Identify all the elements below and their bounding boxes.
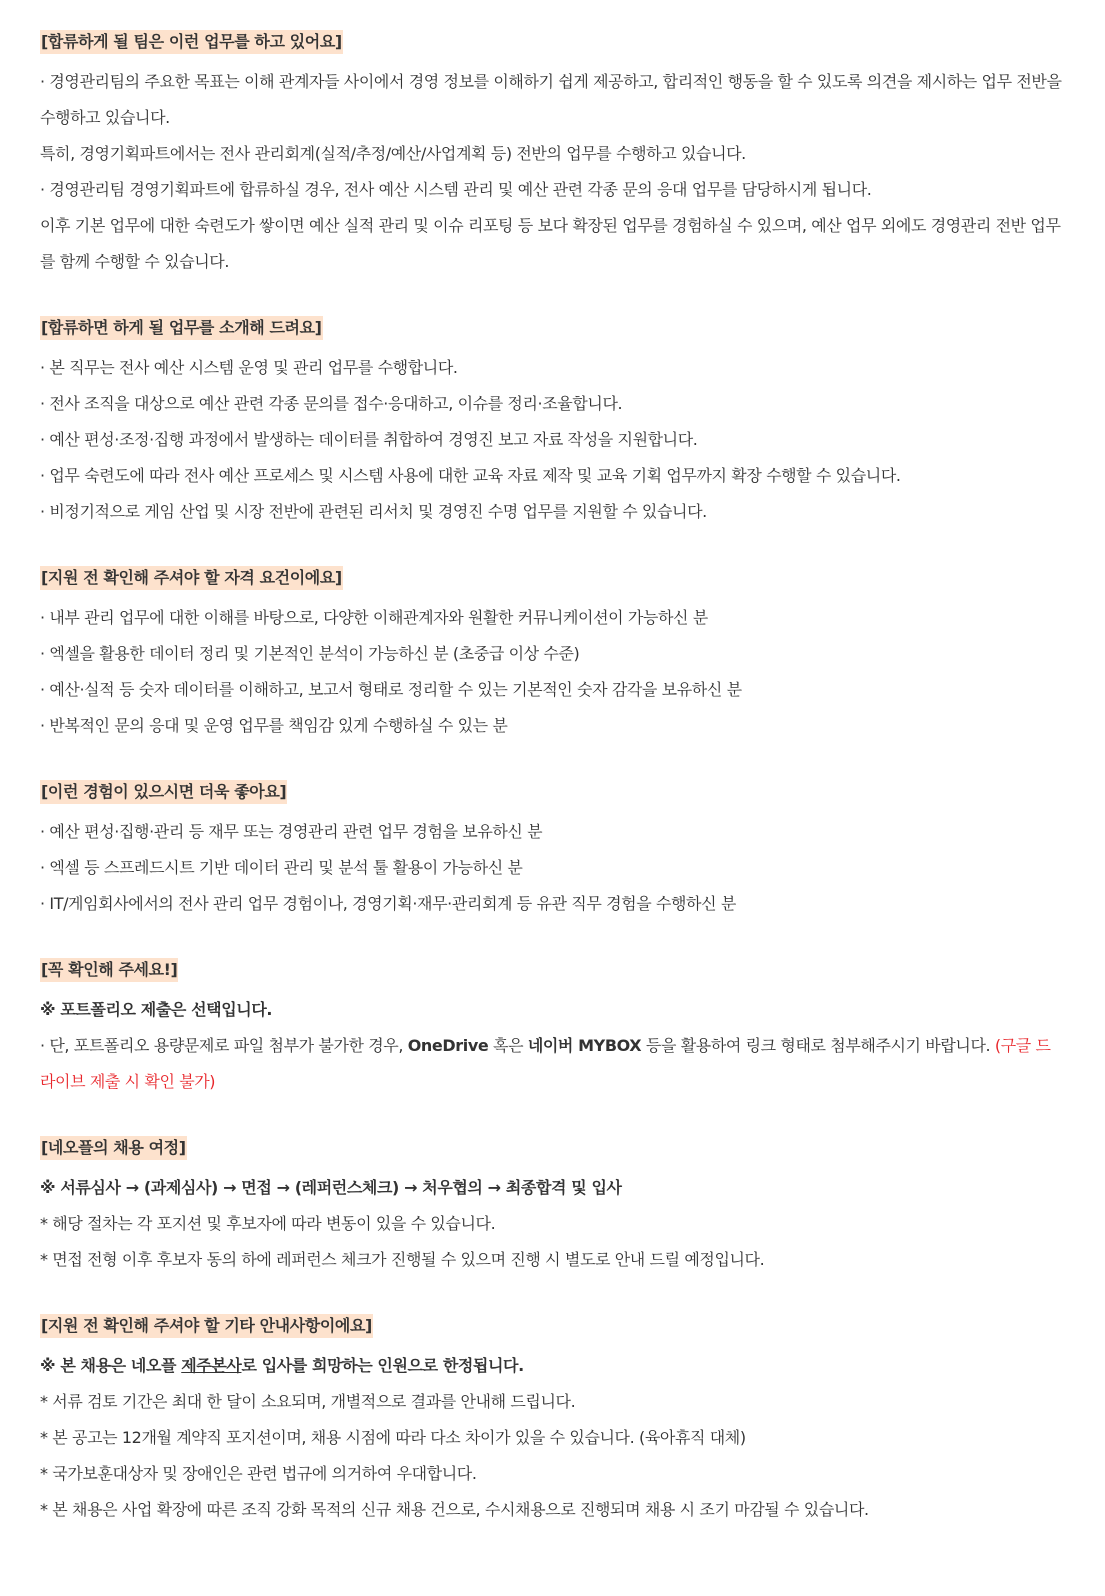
etc-section bbox=[40, 1314, 1065, 1528]
section-heading: [이런 경험이 있으시면 더욱 좋아요] bbox=[40, 780, 287, 804]
text-span: · 단, 포트폴리오 용량문제로 파일 첨부가 불가한 경우, bbox=[40, 1036, 408, 1055]
list-item: · 비정기적으로 게임 산업 및 시장 전반에 관련된 리서치 및 경영진 수명 업무를 지원할 수 있습니다. bbox=[40, 502, 707, 521]
list-item: * 해당 절차는 각 포지션 및 후보자에 따라 변동이 있을 수 있습니다. bbox=[40, 1214, 496, 1233]
section-heading: [지원 전 확인해 주셔야 할 기타 안내사항이에요] bbox=[40, 1314, 373, 1338]
section-heading: [합류하면 하게 될 업무를 소개해 드려요] bbox=[40, 316, 323, 340]
preferred-section bbox=[40, 780, 1065, 922]
list-item: * 본 채용은 사업 확장에 따른 조직 강화 목적의 신규 채용 건으로, 수시채용으로 진행되며 채용 시 조기 마감될 수 있습니다. bbox=[40, 1500, 869, 1519]
mybox-label: 네이버 MYBOX bbox=[527, 1036, 642, 1055]
body-text: · 경영관리팀의 주요한 목표는 이해 관계자들 사이에서 경영 정보를 이해하기 쉽게 제공하고, 합리적인 행동을 할 수 있도록 의견을 제시하는 업무 전반을 수행하고 있습니다. bbox=[40, 72, 1062, 127]
text-span: 로 입사를 희망하는 인원으로 한정됩니다. bbox=[241, 1356, 524, 1375]
list-item: · 내부 관리 업무에 대한 이해를 바탕으로, 다양한 이해관계자와 원활한 커뮤니케이션이 가능하신 분 bbox=[40, 608, 708, 627]
google-drive-warning: (구글 드라이브 제출 시 확인 불가) bbox=[40, 1036, 1051, 1091]
list-item: · 반복적인 문의 응대 및 운영 업무를 책임감 있게 수행하실 수 있는 분 bbox=[40, 716, 508, 735]
jeju-hq-label: 제주본사 bbox=[181, 1356, 242, 1375]
list-item: · 전사 조직을 대상으로 예산 관련 각종 문의를 접수·응대하고, 이슈를 정리·조율합니다. bbox=[40, 394, 623, 413]
section-heading: [합류하게 될 팀은 이런 업무를 하고 있어요] bbox=[40, 30, 343, 54]
portfolio-instructions bbox=[40, 1028, 1065, 1100]
list-item: * 면접 전형 이후 후보자 동의 하에 레퍼런스 체크가 진행될 수 있으며 진행 시 별도로 안내 드릴 예정입니다. bbox=[40, 1250, 765, 1269]
list-item: · 엑셀을 활용한 데이터 정리 및 기본적인 분석이 가능하신 분 (초중급 이상 수준) bbox=[40, 644, 580, 663]
section-heading: [네오플의 채용 여정] bbox=[40, 1136, 187, 1160]
list-item: * 서류 검토 기간은 최대 한 달이 소요되며, 개별적으로 결과를 안내해 드립니다. bbox=[40, 1392, 576, 1411]
list-item: · 업무 숙련도에 따라 전사 예산 프로세스 및 시스템 사용에 대한 교육 자료 제작 및 교육 기획 업무까지 확장 수행할 수 있습니다. bbox=[40, 466, 901, 485]
onedrive-label: OneDrive bbox=[407, 1036, 489, 1055]
list-item: · 예산·실적 등 숫자 데이터를 이해하고, 보고서 형태로 정리할 수 있는 기본적인 숫자 감각을 보유하신 분 bbox=[40, 680, 742, 699]
process-section bbox=[40, 1136, 1065, 1278]
list-item: * 본 공고는 12개월 계약직 포지션이며, 채용 시점에 따라 다소 차이가 있을 수 있습니다. (육아휴직 대체) bbox=[40, 1428, 746, 1447]
text-span: ※ 본 채용은 네오플 bbox=[40, 1356, 182, 1375]
list-item: · 엑셀 등 스프레드시트 기반 데이터 관리 및 분석 툴 활용이 가능하신 분 bbox=[40, 858, 523, 877]
body-text: · 경영관리팀 경영기획파트에 합류하실 경우, 전사 예산 시스템 관리 및 예산 관련 각종 문의 응대 업무를 담당하시게 됩니다. bbox=[40, 180, 872, 199]
text-span: 혹은 bbox=[488, 1036, 528, 1055]
list-item: · 예산 편성·조정·집행 과정에서 발생하는 데이터를 취합하여 경영진 보고 자료 작성을 지원합니다. bbox=[40, 430, 698, 449]
body-text: 이후 기본 업무에 대한 숙련도가 쌓이면 예산 실적 관리 및 이슈 리포팅 등 보다 확장된 업무를 경험하실 수 있으며, 예산 업무 외에도 경영관리 전반 업무를 함께 수행할 수 있습니다. bbox=[40, 216, 1061, 271]
portfolio-section bbox=[40, 958, 1065, 1100]
team-intro-section bbox=[40, 30, 1065, 280]
list-item: * 국가보훈대상자 및 장애인은 관련 법규에 의거하여 우대합니다. bbox=[40, 1464, 477, 1483]
list-item: · 본 직무는 전사 예산 시스템 운영 및 관리 업무를 수행합니다. bbox=[40, 358, 458, 377]
section-heading: [지원 전 확인해 주셔야 할 자격 요건이에요] bbox=[40, 566, 343, 590]
portfolio-notice: ※ 포트폴리오 제출은 선택입니다. bbox=[40, 1000, 273, 1019]
location-notice bbox=[40, 1348, 1065, 1384]
duties-section bbox=[40, 316, 1065, 530]
process-steps: ※ 서류심사 → (과제심사) → 면접 → (레퍼런스체크) → 처우협의 → 최종합격 및 입사 bbox=[40, 1178, 622, 1197]
body-text: 특히, 경영기획파트에서는 전사 관리회계(실적/추정/예산/사업계획 등) 전반의 업무를 수행하고 있습니다. bbox=[40, 144, 746, 163]
section-heading: [꼭 확인해 주세요!] bbox=[40, 958, 178, 982]
list-item: · IT/게임회사에서의 전사 관리 업무 경험이나, 경영기획·재무·관리회계 등 유관 직무 경험을 수행하신 분 bbox=[40, 894, 736, 913]
requirements-section bbox=[40, 566, 1065, 744]
list-item: · 예산 편성·집행·관리 등 재무 또는 경영관리 관련 업무 경험을 보유하신 분 bbox=[40, 822, 543, 841]
text-span: 등을 활용하여 링크 형태로 첨부해주시기 바랍니다. bbox=[641, 1036, 995, 1055]
